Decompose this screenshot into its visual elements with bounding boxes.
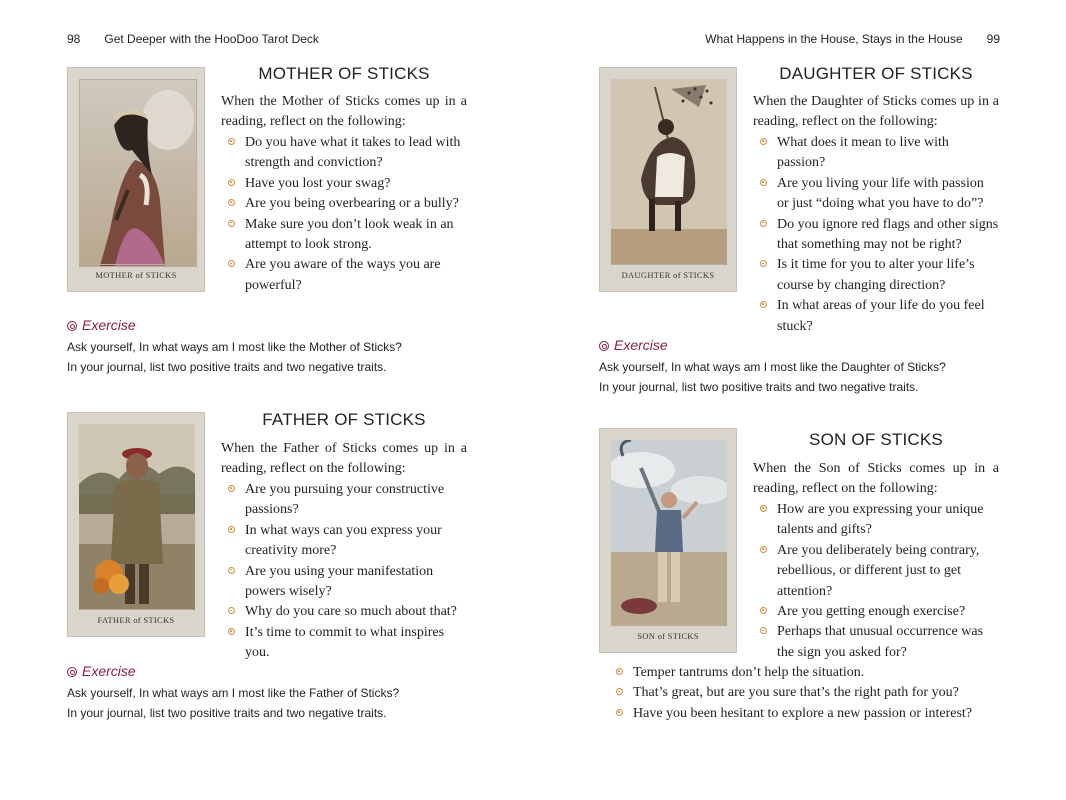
list-item: Have you lost your swag? xyxy=(221,174,467,194)
son-of-sticks-card-image xyxy=(599,428,737,653)
mother-exercise-heading: Exercise xyxy=(67,317,136,333)
bullet-icon xyxy=(228,485,235,492)
bullet-icon xyxy=(760,260,767,267)
mother-of-sticks-title: MOTHER OF STICKS xyxy=(258,64,430,83)
son-of-sticks-intro: When the Son of Sticks comes up in a reading, reflect on the following: xyxy=(753,461,999,497)
spiral-icon xyxy=(67,667,77,677)
list-item: Are you being overbearing or a bully? xyxy=(221,194,467,214)
daughter-exercise-heading: Exercise xyxy=(599,337,668,353)
bullet-icon xyxy=(228,179,235,186)
bullet-icon xyxy=(760,179,767,186)
left-running-head xyxy=(67,32,319,46)
left-page-number: 98 xyxy=(67,32,81,46)
daughter-exercise-line-1: Ask yourself, In what ways am I most like the Daughter of Sticks? xyxy=(599,360,946,374)
right-running-head-text: What Happens in the House, Stays in the House xyxy=(705,32,963,46)
list-item: That’s great, but are you sure that’s the right path for you? xyxy=(609,683,1009,703)
son-of-sticks-title: SON OF STICKS xyxy=(809,430,943,449)
daughter-of-sticks-illustration xyxy=(611,79,727,265)
father-of-sticks-intro: When the Father of Sticks comes up in a reading, reflect on the following: xyxy=(221,441,467,477)
son-of-sticks-reflection-list-continued xyxy=(609,663,1009,724)
bullet-icon xyxy=(228,199,235,206)
father-of-sticks-title: FATHER OF STICKS xyxy=(262,410,426,429)
bullet-icon xyxy=(616,668,623,675)
daughter-of-sticks-card-caption: DAUGHTER of STICKS xyxy=(621,270,715,280)
list-item: Have you been hesitant to explore a new passion or interest? xyxy=(609,704,1009,724)
list-item: Do you have what it takes to lead with strength and conviction? xyxy=(221,133,467,174)
bullet-icon xyxy=(616,688,623,695)
son-of-sticks-reflection-list xyxy=(753,500,999,663)
bullet-icon xyxy=(228,260,235,267)
father-of-sticks-card-image xyxy=(67,412,205,637)
father-of-sticks-reflection-list xyxy=(221,480,467,664)
list-item: It’s time to commit to what inspires you. xyxy=(221,623,467,664)
list-item: Are you deliberately being contrary, rebellious, or different just to get attention? xyxy=(753,541,999,602)
mother-of-sticks-illustration xyxy=(79,79,197,267)
father-of-sticks-card-caption: FATHER of STICKS xyxy=(97,615,175,625)
daughter-of-sticks-intro: When the Daughter of Sticks comes up in a reading, reflect on the following: xyxy=(753,94,999,130)
list-item: In what areas of your life do you feel stuck? xyxy=(753,296,999,337)
list-item: In what ways can you express your creativity more? xyxy=(221,521,467,562)
mother-of-sticks-reflection-list xyxy=(221,133,467,296)
bullet-icon xyxy=(760,607,767,614)
bullet-icon xyxy=(760,505,767,512)
father-of-sticks-illustration xyxy=(79,424,195,610)
father-exercise-heading: Exercise xyxy=(67,663,136,679)
mother-exercise-line-2: In your journal, list two positive traits and two negative traits. xyxy=(67,360,387,374)
bullet-icon xyxy=(760,627,767,634)
list-item: How are you expressing your unique talents and gifts? xyxy=(753,500,999,541)
daughter-of-sticks-title: DAUGHTER OF STICKS xyxy=(779,64,973,83)
father-exercise-line-1: Ask yourself, In what ways am I most like the Father of Sticks? xyxy=(67,686,400,700)
list-item: Why do you care so much about that? xyxy=(221,602,467,622)
list-item: Are you living your life with passion or just “doing what you have to do”? xyxy=(753,174,999,215)
list-item: Perhaps that unusual occurrence was the sign you asked for? xyxy=(753,622,999,663)
bullet-icon xyxy=(228,567,235,574)
bullet-icon xyxy=(760,301,767,308)
list-item: Are you pursuing your constructive passions? xyxy=(221,480,467,521)
son-of-sticks-illustration xyxy=(611,440,727,626)
spiral-icon xyxy=(67,321,77,331)
bullet-icon xyxy=(228,138,235,145)
mother-of-sticks-card-caption: MOTHER of STICKS xyxy=(95,270,177,280)
son-of-sticks-card-caption: SON of STICKS xyxy=(637,631,699,641)
list-item: Make sure you don’t look weak in an attempt to look strong. xyxy=(221,215,467,256)
bullet-icon xyxy=(228,220,235,227)
daughter-of-sticks-reflection-list xyxy=(753,133,999,337)
list-item: Are you using your manifestation powers wisely? xyxy=(221,562,467,603)
father-exercise-line-2: In your journal, list two positive traits and two negative traits. xyxy=(67,706,387,720)
spiral-icon xyxy=(599,341,609,351)
mother-exercise-line-1: Ask yourself, In what ways am I most like the Mother of Sticks? xyxy=(67,340,402,354)
right-page-number: 99 xyxy=(986,32,1000,46)
bullet-icon xyxy=(228,526,235,533)
right-running-head xyxy=(705,32,1000,46)
daughter-exercise-line-2: In your journal, list two positive traits and two negative traits. xyxy=(599,380,919,394)
mother-of-sticks-card-image xyxy=(67,67,205,292)
list-item: Are you aware of the ways you are powerful? xyxy=(221,255,467,296)
bullet-icon xyxy=(228,607,235,614)
bullet-icon xyxy=(760,138,767,145)
bullet-icon xyxy=(228,628,235,635)
bullet-icon xyxy=(760,220,767,227)
daughter-of-sticks-card-image xyxy=(599,67,737,292)
list-item: Temper tantrums don’t help the situation. xyxy=(609,663,1009,683)
bullet-icon xyxy=(760,546,767,553)
list-item: Is it time for you to alter your life’s course by changing direction? xyxy=(753,255,999,296)
left-running-head-text: Get Deeper with the HooDoo Tarot Deck xyxy=(104,32,319,46)
bullet-icon xyxy=(616,709,623,716)
mother-of-sticks-intro: When the Mother of Sticks comes up in a reading, reflect on the following: xyxy=(221,94,467,130)
list-item: What does it mean to live with passion? xyxy=(753,133,999,174)
list-item: Are you getting enough exercise? xyxy=(753,602,999,622)
list-item: Do you ignore red flags and other signs that something may not be right? xyxy=(753,215,999,256)
